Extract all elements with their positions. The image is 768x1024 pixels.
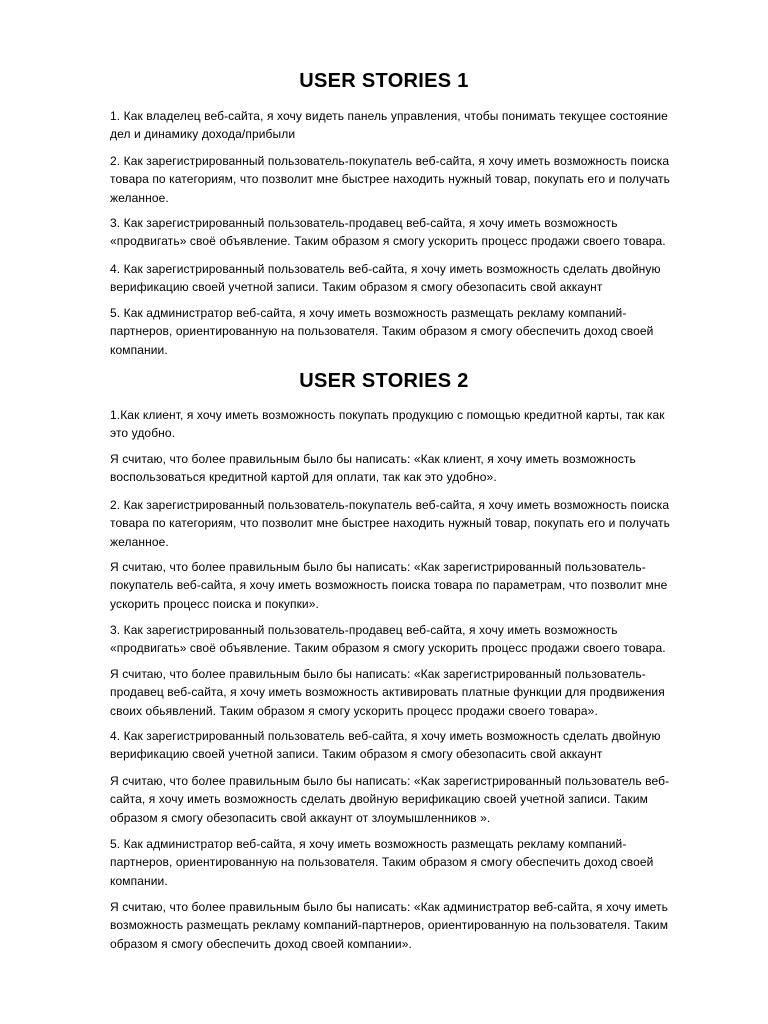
text-line: 3. Как зарегистрированный пользователь-продавец веб-сайта, я хочу иметь возможность <box>110 216 618 230</box>
text-line: компании. <box>110 873 168 888</box>
story-1-3 <box>110 214 718 251</box>
text-line: желанное. <box>110 190 169 205</box>
correction-2-5 <box>110 898 718 953</box>
story-2-2 <box>110 496 718 551</box>
text-line: 4. Как зарегистрированный пользователь веб-сайта, я хочу иметь возможность сделать двойную <box>110 729 661 743</box>
text-line: сайта, я хочу иметь возможность сделать двойную верификацию своей учетной записи. Таким <box>110 792 648 807</box>
text-line: Я считаю, что более правильным было бы написать: «Как клиент, я хочу иметь возможность <box>110 452 636 466</box>
text-line: верификацию своей учетной записи. Таким образом я смогу обезопасить свой аккаунт <box>110 280 603 295</box>
text-line: 3. Как зарегистрированный пользователь-продавец веб-сайта, я хочу иметь возможность <box>110 623 618 637</box>
text-line: партнеров, ориентированную на пользователя. Таким образом я смогу обеспечить доход своей <box>110 324 654 339</box>
section-2-title: USER STORIES 2 <box>299 370 469 392</box>
correction-2-1 <box>110 450 718 487</box>
text-line: компании. <box>110 342 168 357</box>
text-line: «продвигать» своё объявление. Таким образом я смогу ускорить процесс продажи своего товара. <box>110 234 666 249</box>
story-1-5 <box>110 304 718 359</box>
text-line: 5. Как администратор веб-сайта, я хочу иметь возможность размещать рекламу компаний- <box>110 306 627 320</box>
text-line: Я считаю, что более правильным было бы написать: «Как администратор веб-сайта, я хочу иметь <box>110 900 668 914</box>
text-line: ускорить процесс поиска и покупки». <box>110 596 319 611</box>
story-2-1 <box>110 406 718 443</box>
text-line: своих обьявлений. Таким образом я смогу ускорить процесс продажи своего товара». <box>110 703 598 718</box>
text-line: продавец веб-сайта, я хочу иметь возможность активировать платные функции для продвижения <box>110 685 665 700</box>
text-line: это удобно. <box>110 426 176 441</box>
text-line: партнеров, ориентированную на пользователя. Таким образом я смогу обеспечить доход своей <box>110 855 654 870</box>
text-line: товара по категориям, что позволит мне быстрее находить нужный товар, покупать его и получать <box>110 516 670 531</box>
text-line: «продвигать» своё объявление. Таким образом я смогу ускорить процесс продажи своего товара. <box>110 641 666 656</box>
text-line: 2. Как зарегистрированный пользователь-покупатель веб-сайта, я хочу иметь возможность поиска <box>110 498 670 512</box>
text-line: образом я смогу обезопасить свой аккаунт от злоумышленников ». <box>110 810 491 825</box>
text-line: Я считаю, что более правильным было бы написать: «Как зарегистрированный пользователь- <box>110 560 646 574</box>
story-2-4 <box>110 727 718 764</box>
story-2-3 <box>110 621 718 658</box>
text-line: 5. Как администратор веб-сайта, я хочу иметь возможность размещать рекламу компаний- <box>110 837 627 851</box>
text-line: покупатель веб-сайта, я хочу иметь возможность поиска товара по параметрам, что позволит мне <box>110 578 668 593</box>
text-line: 2. Как зарегистрированный пользователь-покупатель веб-сайта, я хочу иметь возможность поиска <box>110 154 670 168</box>
story-1-4 <box>110 260 718 297</box>
text-line: дел и динамику дохода/прибыли <box>110 127 296 142</box>
text-line: воспользоваться кредитной картой для оплати, так как это удобно». <box>110 470 497 485</box>
story-1-1 <box>110 107 718 144</box>
text-line: Я считаю, что более правильным было бы написать: «Как зарегистрированный пользователь веб- <box>110 774 670 788</box>
section-1-title: USER STORIES 1 <box>299 70 469 92</box>
text-line: 1. Как владелец веб-сайта, я хочу видеть панель управления, чтобы понимать текущее состояние <box>110 109 668 123</box>
text-line: 4. Как зарегистрированный пользователь веб-сайта, я хочу иметь возможность сделать двойную <box>110 262 661 276</box>
correction-2-2 <box>110 558 718 613</box>
text-line: товара по категориям, что позволит мне быстрее находить нужный товар, покупать его и получать <box>110 172 670 187</box>
text-line: образом я смогу обеспечить доход своей компании». <box>110 936 412 951</box>
text-line: желанное. <box>110 534 169 549</box>
story-1-2 <box>110 152 718 207</box>
text-line: Я считаю, что более правильным было бы написать: «Как зарегистрированный пользователь- <box>110 667 646 681</box>
text-line: 1.Как клиент, я хочу иметь возможность покупать продукцию с помощью кредитной карты, так как <box>110 408 665 422</box>
text-line: верификацию своей учетной записи. Таким образом я смогу обезопасить свой аккаунт <box>110 747 603 762</box>
text-line: возможность размещать рекламу компаний-партнеров, ориентированную на пользователя. Таким <box>110 918 669 933</box>
correction-2-4 <box>110 772 718 827</box>
correction-2-3 <box>110 665 718 720</box>
story-2-5 <box>110 835 718 890</box>
